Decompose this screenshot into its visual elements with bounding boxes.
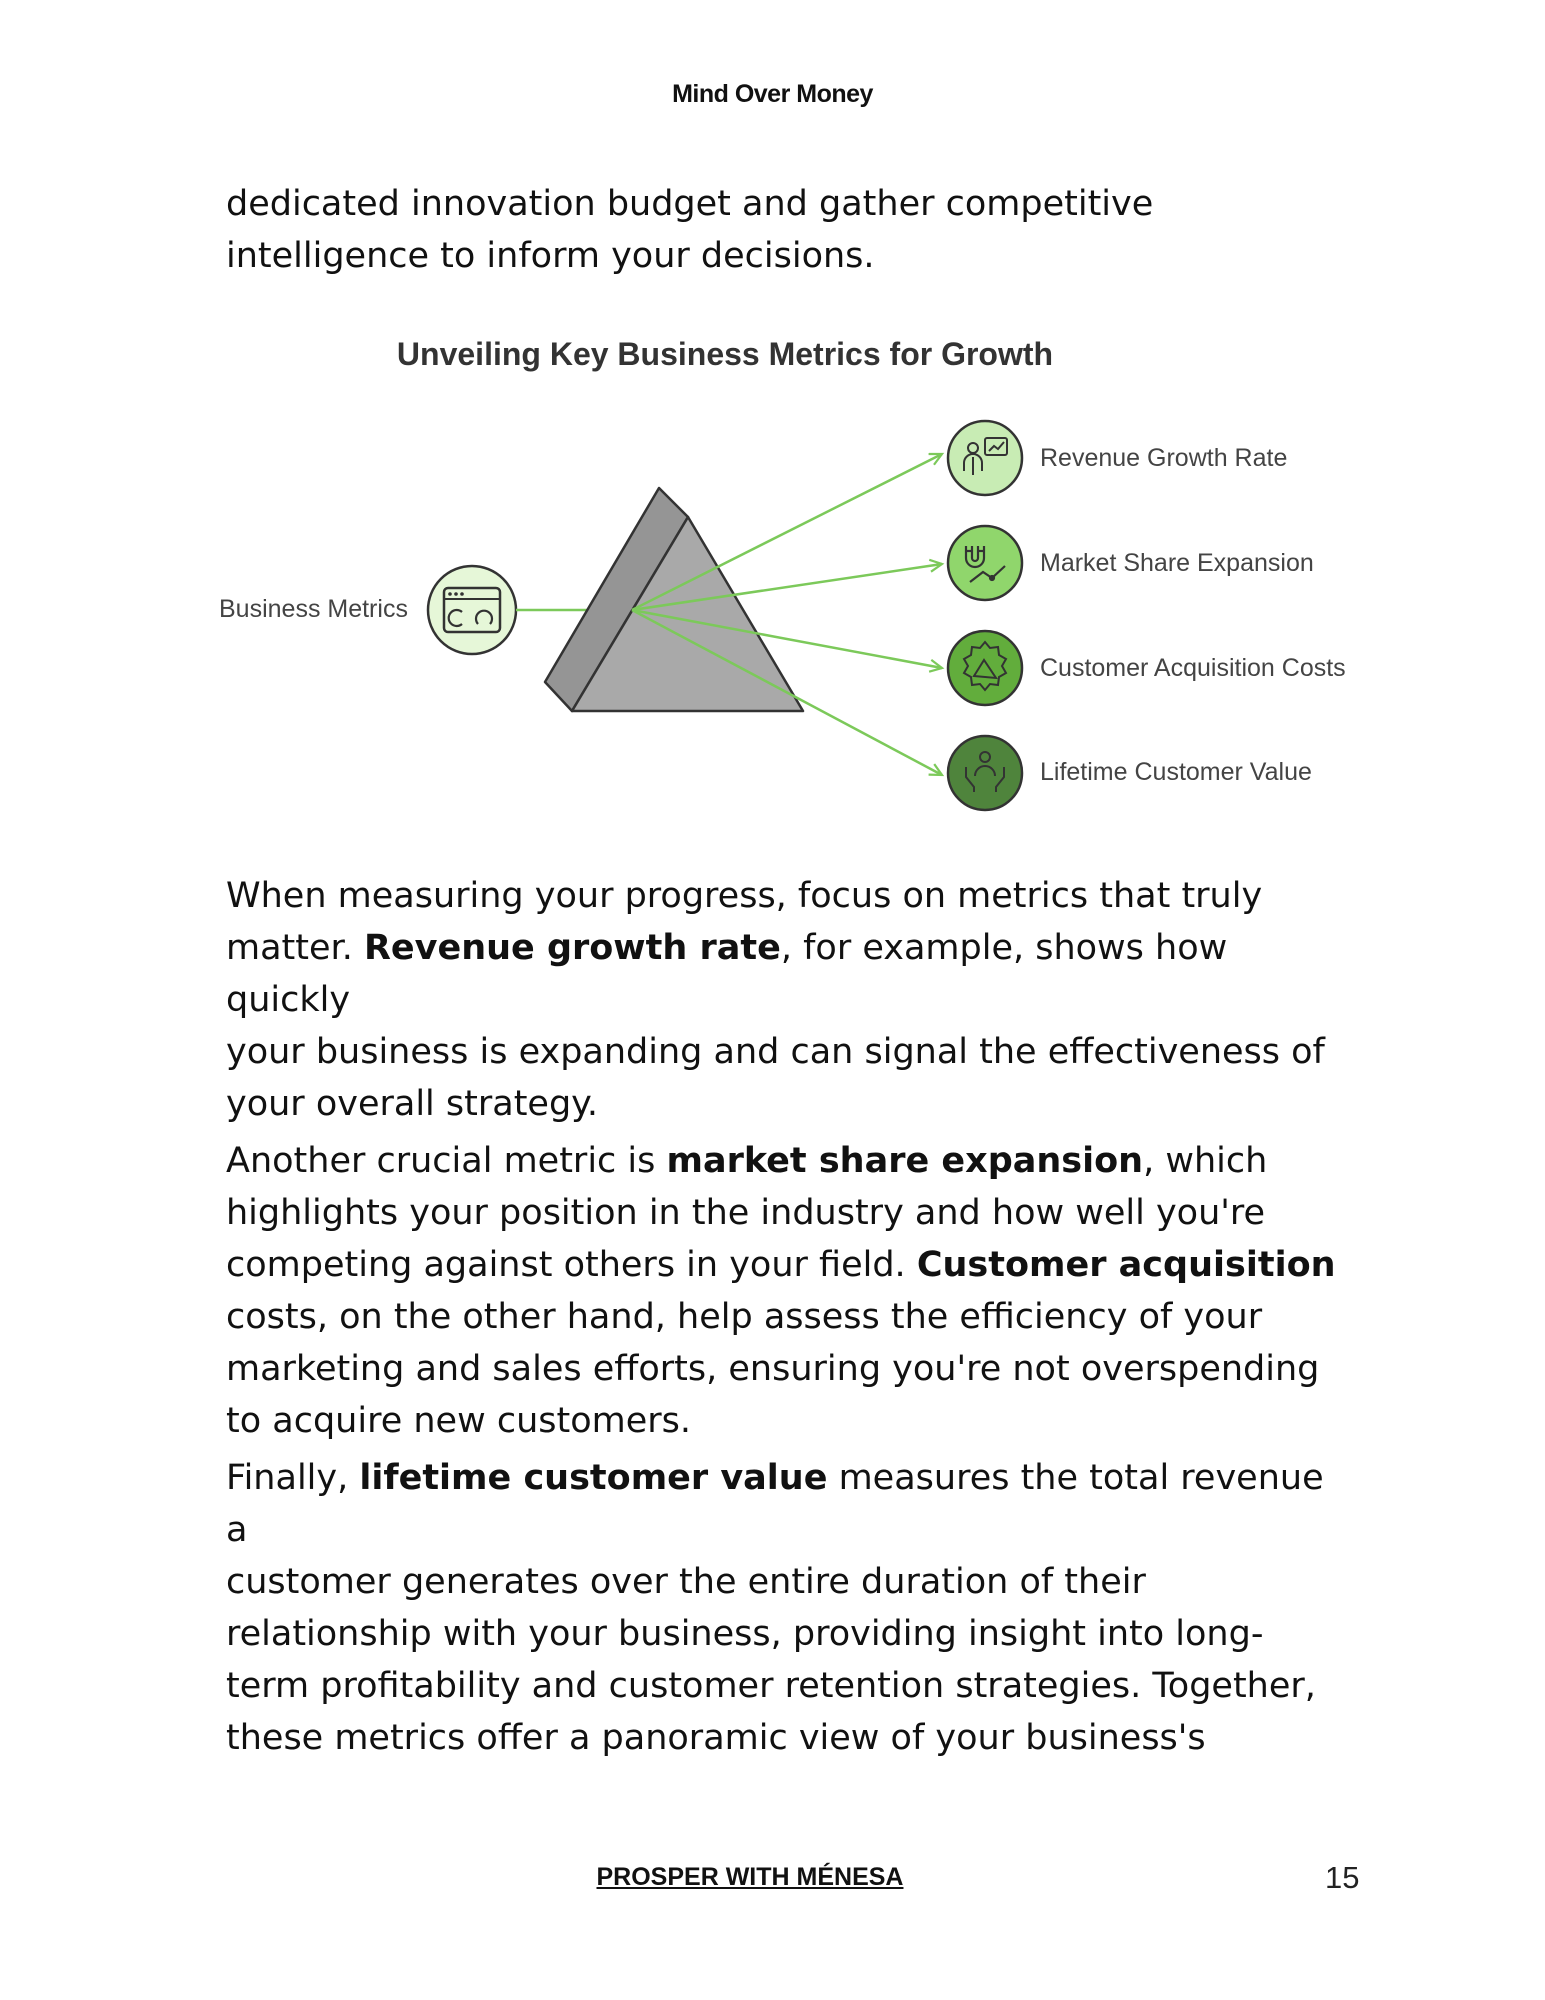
text-line: intelligence to inform your decisions. xyxy=(226,236,875,276)
text-span: Finally, xyxy=(226,1458,360,1498)
main-text xyxy=(226,870,1356,1764)
text-span: matter. xyxy=(226,928,364,968)
lifetime-value-node xyxy=(948,736,1022,810)
text-line: customer generates over the entire duration of their xyxy=(226,1562,1146,1602)
footer-title: PROSPER WITH MÉNESA xyxy=(596,1863,904,1891)
market-share-label: Market Share Expansion xyxy=(1040,549,1314,577)
text-line: costs, on the other hand, help assess the efficiency of your xyxy=(226,1297,1263,1337)
text-line: dedicated innovation budget and gather competitive xyxy=(226,184,1154,224)
customer-acquisition-node xyxy=(948,631,1022,705)
text-span: , for example, shows how quickly xyxy=(226,928,1228,1020)
diagram-title: Unveiling Key Business Metrics for Growth xyxy=(396,336,1054,372)
bold-term: Customer acquisition xyxy=(916,1245,1336,1285)
revenue-growth-node xyxy=(948,421,1022,495)
revenue-growth-label: Revenue Growth Rate xyxy=(1040,444,1288,472)
text-span: measures the total revenue a xyxy=(226,1458,1324,1550)
bold-term: Revenue growth rate xyxy=(363,928,781,968)
business-metrics-node xyxy=(428,566,516,654)
text-line xyxy=(226,1452,1356,1556)
text-line xyxy=(226,870,1356,922)
text-line: marketing and sales efforts, ensuring you're not overspending xyxy=(226,1349,1320,1389)
business-metrics-label: Business Metrics xyxy=(219,595,408,623)
text-line: your business is expanding and can signal the effectiveness of xyxy=(226,1032,1325,1072)
page-number: 15 xyxy=(1325,1860,1360,1895)
lifetime-value-label: Lifetime Customer Value xyxy=(1040,758,1312,786)
text-line: highlights your position in the industry and how well you're xyxy=(226,1193,1266,1233)
text-span: competing against others in your field. xyxy=(226,1245,917,1285)
text-line: term profitability and customer retention strategies. Together, xyxy=(226,1666,1316,1706)
text-line: to acquire new customers. xyxy=(226,1401,691,1441)
text-line xyxy=(226,1135,1356,1187)
text-line xyxy=(226,1239,1356,1291)
bold-term: lifetime customer value xyxy=(359,1458,828,1498)
intro-paragraph xyxy=(226,178,1356,282)
text-line: your overall strategy. xyxy=(226,1084,599,1124)
customer-acquisition-label: Customer Acquisition Costs xyxy=(1040,654,1346,682)
text-line: relationship with your business, providing insight into long- xyxy=(226,1614,1264,1654)
text-line: these metrics offer a panoramic view of your business's xyxy=(226,1718,1206,1758)
text-span: Another crucial metric is xyxy=(226,1141,667,1181)
text-span: , which xyxy=(1143,1141,1268,1181)
metrics-diagram xyxy=(0,320,1545,840)
diagram-graphic xyxy=(0,320,1545,840)
running-header: Mind Over Money xyxy=(672,80,873,108)
text-line xyxy=(226,922,1356,1026)
bold-term: market share expansion xyxy=(666,1141,1144,1181)
text-span: When measuring your progress, focus on metrics that truly xyxy=(226,876,1263,916)
prism-shape xyxy=(545,488,803,711)
market-share-node xyxy=(948,526,1022,600)
